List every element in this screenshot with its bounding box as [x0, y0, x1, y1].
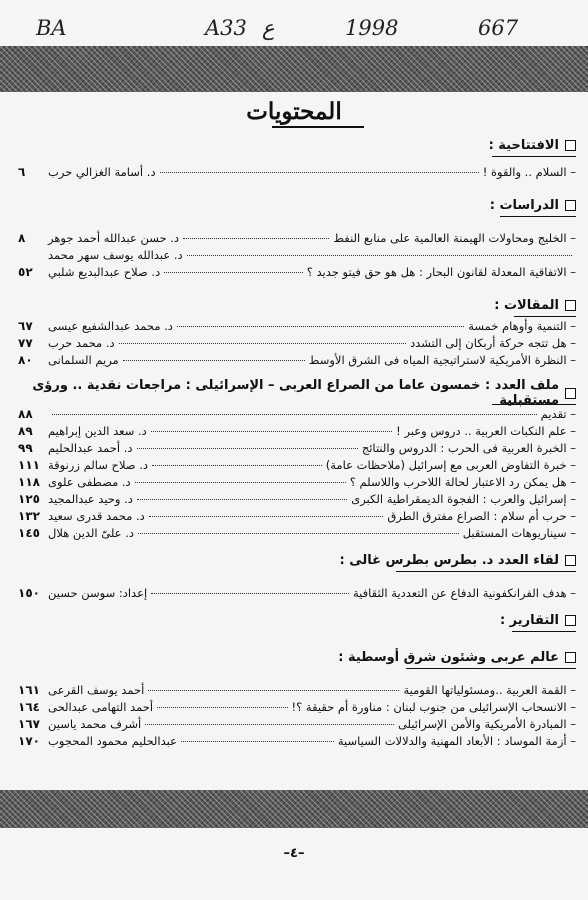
- entry-author: د. محمد حرب: [48, 336, 115, 350]
- section-underline: [396, 571, 576, 572]
- handwritten-code: BA: [36, 16, 67, 40]
- section-heading: [18, 134, 576, 156]
- entry-author: د. صلاح سالم زرنوقة: [48, 458, 149, 472]
- handwritten-issue: A33: [205, 16, 247, 40]
- entry-title: – علم النكبات العربية .. دروس وعبر !: [396, 424, 576, 438]
- entry-title: – تقديم: [540, 407, 576, 421]
- title-underline: [272, 126, 364, 128]
- entry-page: ١٧٠: [18, 734, 40, 748]
- entry-page: ٨٨: [18, 407, 33, 421]
- entry-author: أحمد يوسف القرعى: [48, 683, 145, 697]
- checkbox-icon: [565, 555, 576, 566]
- toc-entry[interactable]: [18, 475, 576, 492]
- section-heading-text: ملف العدد : خمسون عاما من الصراع العربى – الإسرائيلى : مراجعات نقدية .. ورؤى مستقبلية: [32, 378, 559, 408]
- toc-entry[interactable]: [18, 700, 576, 717]
- entry-page: ٥٢: [18, 265, 33, 279]
- dot-leader: [187, 255, 572, 256]
- toc-entry[interactable]: [18, 231, 576, 248]
- entry-title: – حرب أم سلام : الصراع مفترق الطرق: [387, 509, 576, 523]
- checkbox-icon: [565, 140, 576, 151]
- top-pattern-band: [0, 46, 588, 92]
- checkbox-icon: [565, 652, 576, 663]
- entry-title: – خبرة التفاوض العربى مع إسرائيل (ملاحظات عامة): [325, 458, 576, 472]
- toc-entry[interactable]: [18, 265, 576, 282]
- section-heading: [18, 294, 576, 316]
- page-title: المحتويات: [246, 98, 342, 125]
- dot-leader: [151, 431, 392, 432]
- entry-page: ٨: [18, 231, 26, 245]
- entry-page: ١٦٤: [18, 700, 40, 714]
- handwritten-letter: ع: [262, 16, 275, 40]
- entry-author: د. حسن عبدالله أحمد جوهر: [48, 231, 180, 245]
- toc-entry[interactable]: [18, 248, 576, 265]
- dot-leader: [181, 741, 334, 742]
- toc-entry[interactable]: [18, 509, 576, 526]
- entry-title: – السلام .. والقوة !: [482, 165, 576, 179]
- checkbox-icon: [565, 615, 576, 626]
- dot-leader: [135, 482, 346, 483]
- entry-page: ٦: [18, 165, 26, 179]
- entry-title: – هدف الفرانكفونية الدفاع عن التعددية الثقافية: [353, 586, 576, 600]
- entry-author: د. وحيد عبدالمجيد: [48, 492, 133, 506]
- toc-entry[interactable]: [18, 526, 576, 543]
- entry-author: أشرف محمد ياسين: [48, 717, 142, 731]
- bottom-pattern-band: [0, 790, 588, 828]
- entry-author: د. سعد الدين إبراهيم: [48, 424, 147, 438]
- section-underline: [500, 216, 576, 217]
- section-heading-text: المقالات :: [494, 297, 559, 313]
- entry-title: – الخبرة العربية فى الحرب : الدروس والنتائج: [361, 441, 576, 455]
- toc-entry[interactable]: [18, 353, 576, 370]
- entry-author: د. محمد عبدالشفيع عيسى: [48, 319, 173, 333]
- dot-leader: [183, 238, 329, 239]
- entry-author: د. عبدالله يوسف سهر محمد: [48, 248, 183, 262]
- section-underline: [512, 631, 576, 632]
- toc-entry[interactable]: [18, 458, 576, 475]
- entry-page: ١١٨: [18, 475, 40, 489]
- dot-leader: [148, 690, 399, 691]
- dot-leader: [157, 707, 287, 708]
- section-underline: [514, 316, 576, 317]
- entry-author: د. علىّ الدين هلال: [48, 526, 134, 540]
- section-heading-text: عالم عربى وشئون شرق أوسطية :: [338, 649, 559, 665]
- entry-page: ٧٧: [18, 336, 33, 350]
- entry-title: – التنمية وأوهام خمسة: [468, 319, 576, 333]
- entry-page: ١٤٥: [18, 526, 40, 540]
- entry-page: ١٥٠: [18, 586, 40, 600]
- toc-entry[interactable]: [18, 424, 576, 441]
- section-underline: [406, 668, 576, 669]
- dot-leader: [119, 343, 406, 344]
- dot-leader: [152, 465, 322, 466]
- dot-leader: [137, 448, 358, 449]
- entry-author: د. صلاح عبدالبديع شلبي: [48, 265, 161, 279]
- handwritten-catalog-note: [0, 6, 588, 46]
- entry-author: مريم السلمانى: [48, 353, 119, 367]
- toc-entry[interactable]: [18, 165, 576, 182]
- entry-author: عبدالحليم محمود المحجوب: [48, 734, 177, 748]
- dot-leader: [164, 272, 303, 273]
- entry-page: ٦٧: [18, 319, 33, 333]
- entry-author: إعداد: سوسن حسين: [48, 586, 148, 600]
- section-heading-text: التقارير :: [499, 612, 559, 628]
- checkbox-icon: [565, 200, 576, 211]
- entry-title: – النظرة الأمريكية لاستراتيجية المياه فى الشرق الأوسط: [308, 353, 576, 367]
- toc-entry[interactable]: [18, 492, 576, 509]
- page-number: –٤–: [283, 846, 305, 861]
- section-heading: [18, 378, 576, 408]
- entry-page: ١٢٥: [18, 492, 40, 506]
- dot-leader: [52, 414, 537, 415]
- dot-leader: [160, 172, 479, 173]
- dot-leader: [123, 360, 305, 361]
- toc-entry[interactable]: [18, 717, 576, 734]
- entry-title: – القمة العربية ..ومسئولياتها القومية: [403, 683, 576, 697]
- entry-title: – الاتفاقية المعدلة لقانون البحار : هل هو حق فيتو جديد ؟: [306, 265, 576, 279]
- section-heading: [18, 549, 576, 571]
- dot-leader: [177, 326, 464, 327]
- entry-title: – هل تتجه حركة أربكان إلى التشدد: [410, 336, 576, 350]
- entry-page: ٨٠: [18, 353, 33, 367]
- entry-page: ٩٩: [18, 441, 33, 455]
- entry-page: ١١١: [18, 458, 40, 472]
- entry-title: – الانسحاب الإسرائيلى من جنوب لبنان : مناورة أم حقيقة ؟!: [291, 700, 576, 714]
- entry-title: – سيناريوهات المستقبل: [462, 526, 576, 540]
- entry-author: أحمد التهامى عبدالحى: [48, 700, 154, 714]
- toc-entry[interactable]: [18, 586, 576, 603]
- dot-leader: [137, 499, 347, 500]
- section-heading: [18, 646, 576, 668]
- toc-entry[interactable]: [18, 319, 576, 336]
- entry-page: ٨٩: [18, 424, 33, 438]
- section-heading-text: لقاء العدد د. بطرس بطرس غالى :: [339, 552, 559, 568]
- entry-page: ١٦٧: [18, 717, 40, 731]
- section-underline: [492, 156, 576, 157]
- entry-title: – هل يمكن رد الاعتبار لحالة اللاحرب واللاسلم ؟: [349, 475, 576, 489]
- section-heading: [18, 194, 576, 216]
- checkbox-icon: [565, 388, 576, 399]
- table-of-contents: [18, 134, 576, 751]
- dot-leader: [151, 593, 349, 594]
- entry-page: ١٦١: [18, 683, 40, 697]
- toc-entry[interactable]: [18, 683, 576, 700]
- toc-entry[interactable]: [18, 407, 576, 424]
- entry-author: د. أحمد عبدالحليم: [48, 441, 133, 455]
- entry-title: – إسرائيل والعرب : الفجوة الديمقراطية الكبرى: [351, 492, 576, 506]
- entry-page: ١٣٢: [18, 509, 40, 523]
- dot-leader: [145, 724, 394, 725]
- section-heading-text: الدراسات :: [489, 197, 559, 213]
- entry-title: – المبادرة الأمريكية والأمن الإسرائيلى: [397, 717, 576, 731]
- handwritten-number: 667: [478, 16, 519, 40]
- section-heading: [18, 609, 576, 631]
- toc-entry[interactable]: [18, 336, 576, 353]
- entry-title: – الخليج ومحاولات الهيمنة العالمية على منابع النفط: [333, 231, 576, 245]
- dot-leader: [149, 516, 384, 517]
- section-heading-text: الافتتاحية :: [488, 137, 559, 153]
- toc-entry[interactable]: [18, 734, 576, 751]
- handwritten-year: 1998: [345, 16, 399, 40]
- checkbox-icon: [565, 300, 576, 311]
- entry-author: د. محمد قدرى سعيد: [48, 509, 145, 523]
- toc-entry[interactable]: [18, 441, 576, 458]
- entry-author: د. أسامة الغزالي حرب: [48, 165, 156, 179]
- entry-title: – أزمة الموساد : الأبعاد المهنية والدلالات السياسية: [337, 734, 576, 748]
- entry-author: د. مصطفى علوى: [48, 475, 131, 489]
- dot-leader: [138, 533, 459, 534]
